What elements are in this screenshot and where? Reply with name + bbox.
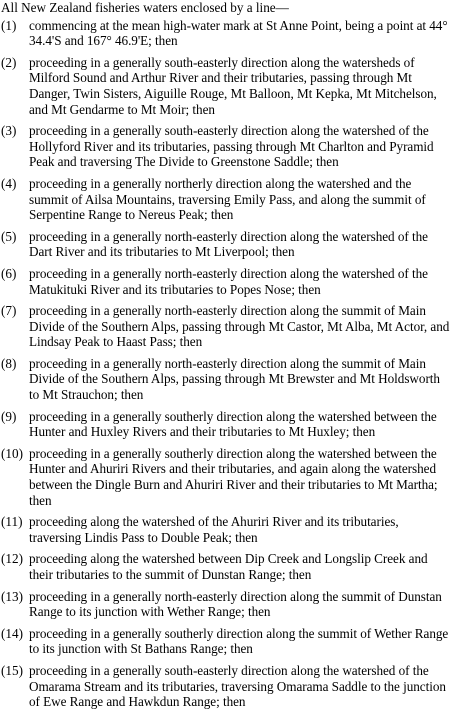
- item-number: (3): [1, 123, 17, 139]
- item-text: proceeding in a generally southerly direction along the watershed between the Hunter and Ahuriri Rivers and their tributaries, and again along the watershed between the Dingle Burn and Ahuriri River and their tributaries to Mt Martha; then: [29, 445, 438, 508]
- document-intro: All New Zealand fisheries waters enclosed by a line—: [1, 0, 289, 15]
- item-number: (10): [1, 445, 23, 461]
- item-text: proceeding in a generally south-easterly direction along the watersheds of Milford Sound and Arthur River and their tributaries, passing through Mt Danger, Twin Sisters, Aiguille Rouge, Mt Balloon, Mt Kepka, Mt Mitchelson, and Mt Gendarme to Mt Moir; then: [29, 54, 437, 117]
- item-number: (13): [1, 588, 23, 604]
- list-item: [1, 551, 453, 582]
- item-text: proceeding along the watershed between Dip Creek and Longslip Creek and their tributaries to the summit of Dunstan Range; then: [29, 551, 428, 582]
- item-number: (2): [1, 54, 17, 70]
- item-number: (15): [1, 662, 23, 678]
- list-item: [1, 514, 453, 545]
- item-number: (14): [1, 625, 23, 641]
- list-item: [1, 446, 453, 508]
- item-text: proceeding in a generally northerly direction along the watershed and the summit of Ailsa Mountains, traversing Emily Pass, and along the summit of Serpentine Range to Nereus Peak; then: [29, 175, 426, 223]
- item-number: (4): [1, 175, 17, 191]
- list-item: [1, 18, 453, 49]
- list-item: [1, 176, 453, 223]
- list-item: [1, 55, 453, 117]
- item-number: (12): [1, 551, 23, 567]
- legal-document: [1, 0, 453, 716]
- list-item: [1, 356, 453, 403]
- list-item: [1, 266, 453, 297]
- item-number: (11): [1, 514, 23, 530]
- item-text: proceeding in a generally north-easterly direction along the summit of Main Divide of the Southern Alps, passing through Mt Brewster and Mt Holdsworth to Mt Strauchon; then: [29, 355, 440, 403]
- item-number: (5): [1, 228, 17, 244]
- item-number: (8): [1, 355, 17, 371]
- item-text: proceeding in a generally north-easterly direction along the summit of Dunstan Range to its junction with Wether Range; then: [29, 588, 442, 620]
- list-item: [1, 409, 453, 440]
- item-text: commencing at the mean high-water mark at St Anne Point, being a point at 44° 34.4'S and 167° 46.9'E; then: [29, 17, 448, 49]
- boundary-list: [1, 18, 453, 710]
- list-item: [1, 229, 453, 260]
- item-text: proceeding along the watershed of the Ahuriri River and its tributaries, traversing Lindis Pass to Double Peak; then: [29, 514, 399, 545]
- item-number: (1): [1, 17, 17, 33]
- item-text: proceeding in a generally north-easterly direction along the watershed of the Matukituki River and its tributaries to Popes Nose; then: [29, 265, 428, 297]
- list-item: [1, 123, 453, 170]
- item-number: (7): [1, 303, 17, 319]
- item-text: proceeding in a generally south-easterly direction along the watershed of the Omarama Stream and its tributaries, traversing Omarama Saddle to the junction of Ewe Range and Hawkdun Range; then: [29, 662, 446, 710]
- item-number: (6): [1, 265, 17, 281]
- item-text: proceeding in a generally south-easterly direction along the watershed of the Hollyford River and its tributaries, passing through Mt Charlton and Pyramid Peak and traversing The Divide to Greenstone Saddle; then: [29, 123, 434, 170]
- item-text: proceeding in a generally southerly direction along the watershed between the Hunter and Huxley Rivers and their tributaries to Mt Huxley; then: [29, 408, 437, 440]
- list-item: [1, 626, 453, 657]
- item-text: proceeding in a generally north-easterly direction along the summit of Main Divide of the Southern Alps, passing through Mt Castor, Mt Alba, Mt Actor, and Lindsay Peak to Haast Pass; then: [29, 303, 450, 350]
- list-item: [1, 589, 453, 620]
- list-item: [1, 663, 453, 710]
- list-item: [1, 303, 453, 350]
- item-number: (9): [1, 408, 17, 424]
- item-text: proceeding in a generally southerly direction along the summit of Wether Range to its junction with St Bathans Range; then: [29, 625, 449, 657]
- item-text: proceeding in a generally north-easterly direction along the watershed of the Dart River and its tributaries to Mt Liverpool; then: [29, 228, 428, 260]
